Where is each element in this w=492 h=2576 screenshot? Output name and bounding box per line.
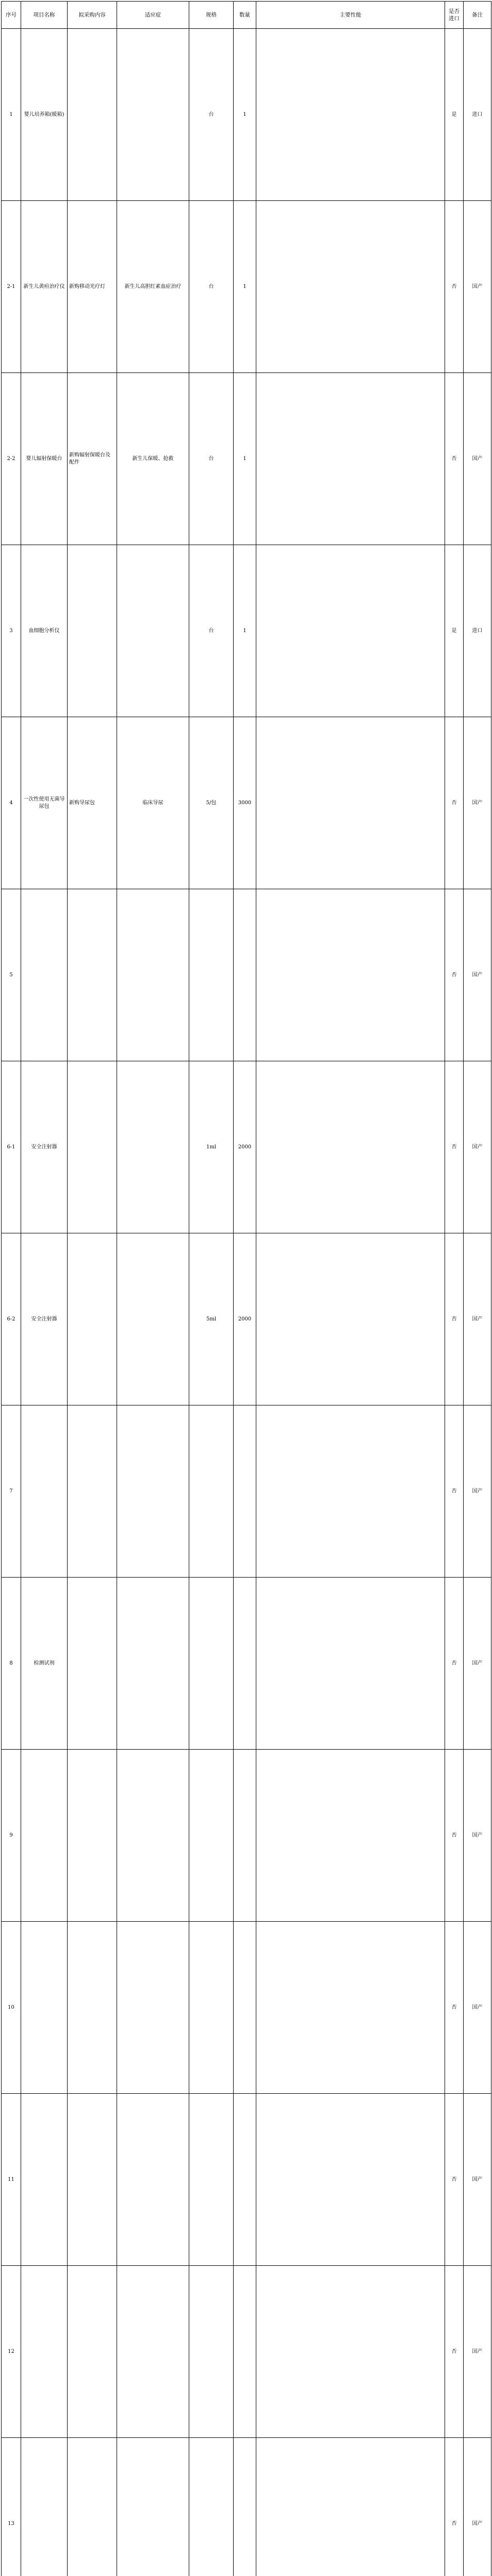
row-number: 9: [2, 1750, 21, 1922]
is-imported: 否: [445, 717, 464, 889]
main-performance: [256, 2266, 445, 2438]
main-performance: [256, 1061, 445, 1233]
remark: 国产: [464, 1922, 491, 2094]
quantity: 1: [234, 545, 256, 717]
header-cell: 序号: [2, 2, 21, 29]
main-performance: [256, 29, 445, 201]
is-imported: 是: [445, 545, 464, 717]
table-row: [2, 889, 491, 1061]
purchase-content: 新购导尿包: [68, 717, 117, 889]
purchase-content: [68, 1578, 117, 1750]
remark: 国产: [464, 889, 491, 1061]
purchase-content: 新购辐射保暖台及配件: [68, 373, 117, 545]
main-performance: [256, 201, 445, 373]
purchase-content: [68, 2266, 117, 2438]
item-name: [21, 1922, 68, 2094]
specification: [189, 2438, 234, 2576]
main-performance: [256, 1405, 445, 1578]
indication: [117, 1405, 189, 1578]
specification: [189, 2266, 234, 2438]
item-name: 一次性使用无菌导尿包: [21, 717, 68, 889]
item-name: [21, 1750, 68, 1922]
specification: 台: [189, 29, 234, 201]
table-row: [2, 717, 491, 889]
indication: [117, 1061, 189, 1233]
remark: 国产: [464, 2438, 491, 2576]
quantity: 2000: [234, 1233, 256, 1405]
specification: 台: [189, 545, 234, 717]
header-cell: 项目名称: [21, 2, 68, 29]
row-number: 2-1: [2, 201, 21, 373]
indication: [117, 1750, 189, 1922]
indication: [117, 2094, 189, 2266]
row-number: 8: [2, 1578, 21, 1750]
table-row: [2, 1578, 491, 1750]
purchase-content: [68, 2094, 117, 2266]
purchase-content: [68, 545, 117, 717]
main-performance: [256, 2438, 445, 2576]
table-row: [2, 1233, 491, 1405]
is-imported: 否: [445, 2094, 464, 2266]
specification: 5ml: [189, 1233, 234, 1405]
purchase-content: [68, 1405, 117, 1578]
remark: 国产: [464, 2094, 491, 2266]
purchase-content: [68, 2438, 117, 2576]
table-row: [2, 2266, 491, 2438]
quantity: 1: [234, 373, 256, 545]
indication: [117, 889, 189, 1061]
purchase-content: [68, 1061, 117, 1233]
table-row: [2, 2438, 491, 2576]
header-cell: 适应症: [117, 2, 189, 29]
table-row: [2, 1405, 491, 1578]
indication: 新生儿保暖、抢救: [117, 373, 189, 545]
indication: [117, 545, 189, 717]
specification: [189, 889, 234, 1061]
purchase-content: 新购移动光疗灯: [68, 201, 117, 373]
remark: 国产: [464, 1750, 491, 1922]
specification: 1ml: [189, 1061, 234, 1233]
is-imported: 否: [445, 1750, 464, 1922]
table-row: [2, 29, 491, 201]
main-performance: [256, 373, 445, 545]
header-cell: 规格: [189, 2, 234, 29]
table-row: [2, 373, 491, 545]
header-cell: 备注: [464, 2, 491, 29]
row-number: 6-1: [2, 1061, 21, 1233]
main-performance: [256, 1922, 445, 2094]
indication: [117, 29, 189, 201]
row-number: 1: [2, 29, 21, 201]
quantity: [234, 1750, 256, 1922]
remark: 国产: [464, 201, 491, 373]
quantity: 3000: [234, 717, 256, 889]
table-row: [2, 1750, 491, 1922]
quantity: [234, 1405, 256, 1578]
indication: [117, 2266, 189, 2438]
item-name: 婴儿辐射保暖台: [21, 373, 68, 545]
remark: 国产: [464, 2266, 491, 2438]
row-number: 10: [2, 1922, 21, 2094]
header-cell: 主要性能: [256, 2, 445, 29]
quantity: [234, 1578, 256, 1750]
item-name: [21, 1405, 68, 1578]
main-performance: [256, 2094, 445, 2266]
main-performance: [256, 1750, 445, 1922]
purchase-content: [68, 1922, 117, 2094]
indication: [117, 1233, 189, 1405]
quantity: [234, 1922, 256, 2094]
is-imported: 否: [445, 1405, 464, 1578]
quantity: [234, 889, 256, 1061]
remark: 进口: [464, 29, 491, 201]
quantity: [234, 2266, 256, 2438]
quantity: [234, 2094, 256, 2266]
indication: [117, 2438, 189, 2576]
row-number: 4: [2, 717, 21, 889]
purchase-content: [68, 1233, 117, 1405]
remark: 国产: [464, 1233, 491, 1405]
item-name: 新生儿黄疸治疗仪: [21, 201, 68, 373]
row-number: 13: [2, 2438, 21, 2576]
indication: 新生儿高胆红素血症治疗: [117, 201, 189, 373]
item-name: 检测试剂: [21, 1578, 68, 1750]
item-name: [21, 2266, 68, 2438]
specification: [189, 1405, 234, 1578]
specification: [189, 2094, 234, 2266]
purchase-content: [68, 1750, 117, 1922]
specification: [189, 1922, 234, 2094]
remark: 国产: [464, 1578, 491, 1750]
remark: 国产: [464, 1061, 491, 1233]
item-name: [21, 2438, 68, 2576]
indication: [117, 1578, 189, 1750]
row-number: 3: [2, 545, 21, 717]
quantity: 2000: [234, 1061, 256, 1233]
is-imported: 否: [445, 201, 464, 373]
table-row: [2, 201, 491, 373]
is-imported: 否: [445, 2266, 464, 2438]
header-cell: 拟采购内容: [68, 2, 117, 29]
specification: [189, 1578, 234, 1750]
quantity: 1: [234, 201, 256, 373]
is-imported: 否: [445, 1922, 464, 2094]
item-name: 安全注射器: [21, 1233, 68, 1405]
purchase-content: [68, 889, 117, 1061]
is-imported: 否: [445, 1061, 464, 1233]
indication: [117, 1922, 189, 2094]
is-imported: 否: [445, 373, 464, 545]
item-name: 安全注射器: [21, 1061, 68, 1233]
remark: 进口: [464, 545, 491, 717]
table-row: [2, 2094, 491, 2266]
is-imported: 否: [445, 2438, 464, 2576]
row-number: 7: [2, 1405, 21, 1578]
item-name: 血细胞分析仪: [21, 545, 68, 717]
main-performance: [256, 545, 445, 717]
is-imported: 否: [445, 1233, 464, 1405]
main-performance: [256, 1578, 445, 1750]
row-number: 6-2: [2, 1233, 21, 1405]
item-name: [21, 2094, 68, 2266]
main-performance: [256, 889, 445, 1061]
indication: 临床导尿: [117, 717, 189, 889]
row-number: 2-2: [2, 373, 21, 545]
remark: 国产: [464, 1405, 491, 1578]
row-number: 11: [2, 2094, 21, 2266]
main-performance: [256, 717, 445, 889]
is-imported: 否: [445, 889, 464, 1061]
remark: 国产: [464, 717, 491, 889]
table-row: [2, 1061, 491, 1233]
quantity: 1: [234, 29, 256, 201]
specification: 台: [189, 373, 234, 545]
row-number: 12: [2, 2266, 21, 2438]
table-row: [2, 545, 491, 717]
specification: 台: [189, 201, 234, 373]
is-imported: 是: [445, 29, 464, 201]
header-cell: 数量: [234, 2, 256, 29]
main-performance: [256, 1233, 445, 1405]
specification: 5/包: [189, 717, 234, 889]
table-row: [2, 1922, 491, 2094]
item-name: [21, 889, 68, 1061]
specification: [189, 1750, 234, 1922]
is-imported: 否: [445, 1578, 464, 1750]
row-number: 5: [2, 889, 21, 1061]
remark: 国产: [464, 373, 491, 545]
procurement-table: [1, 1, 491, 2576]
quantity: [234, 2438, 256, 2576]
purchase-content: [68, 29, 117, 201]
header-cell: 是否进口: [445, 2, 464, 29]
table-header-row: [2, 2, 491, 29]
item-name: 婴儿培养箱(暖箱): [21, 29, 68, 201]
